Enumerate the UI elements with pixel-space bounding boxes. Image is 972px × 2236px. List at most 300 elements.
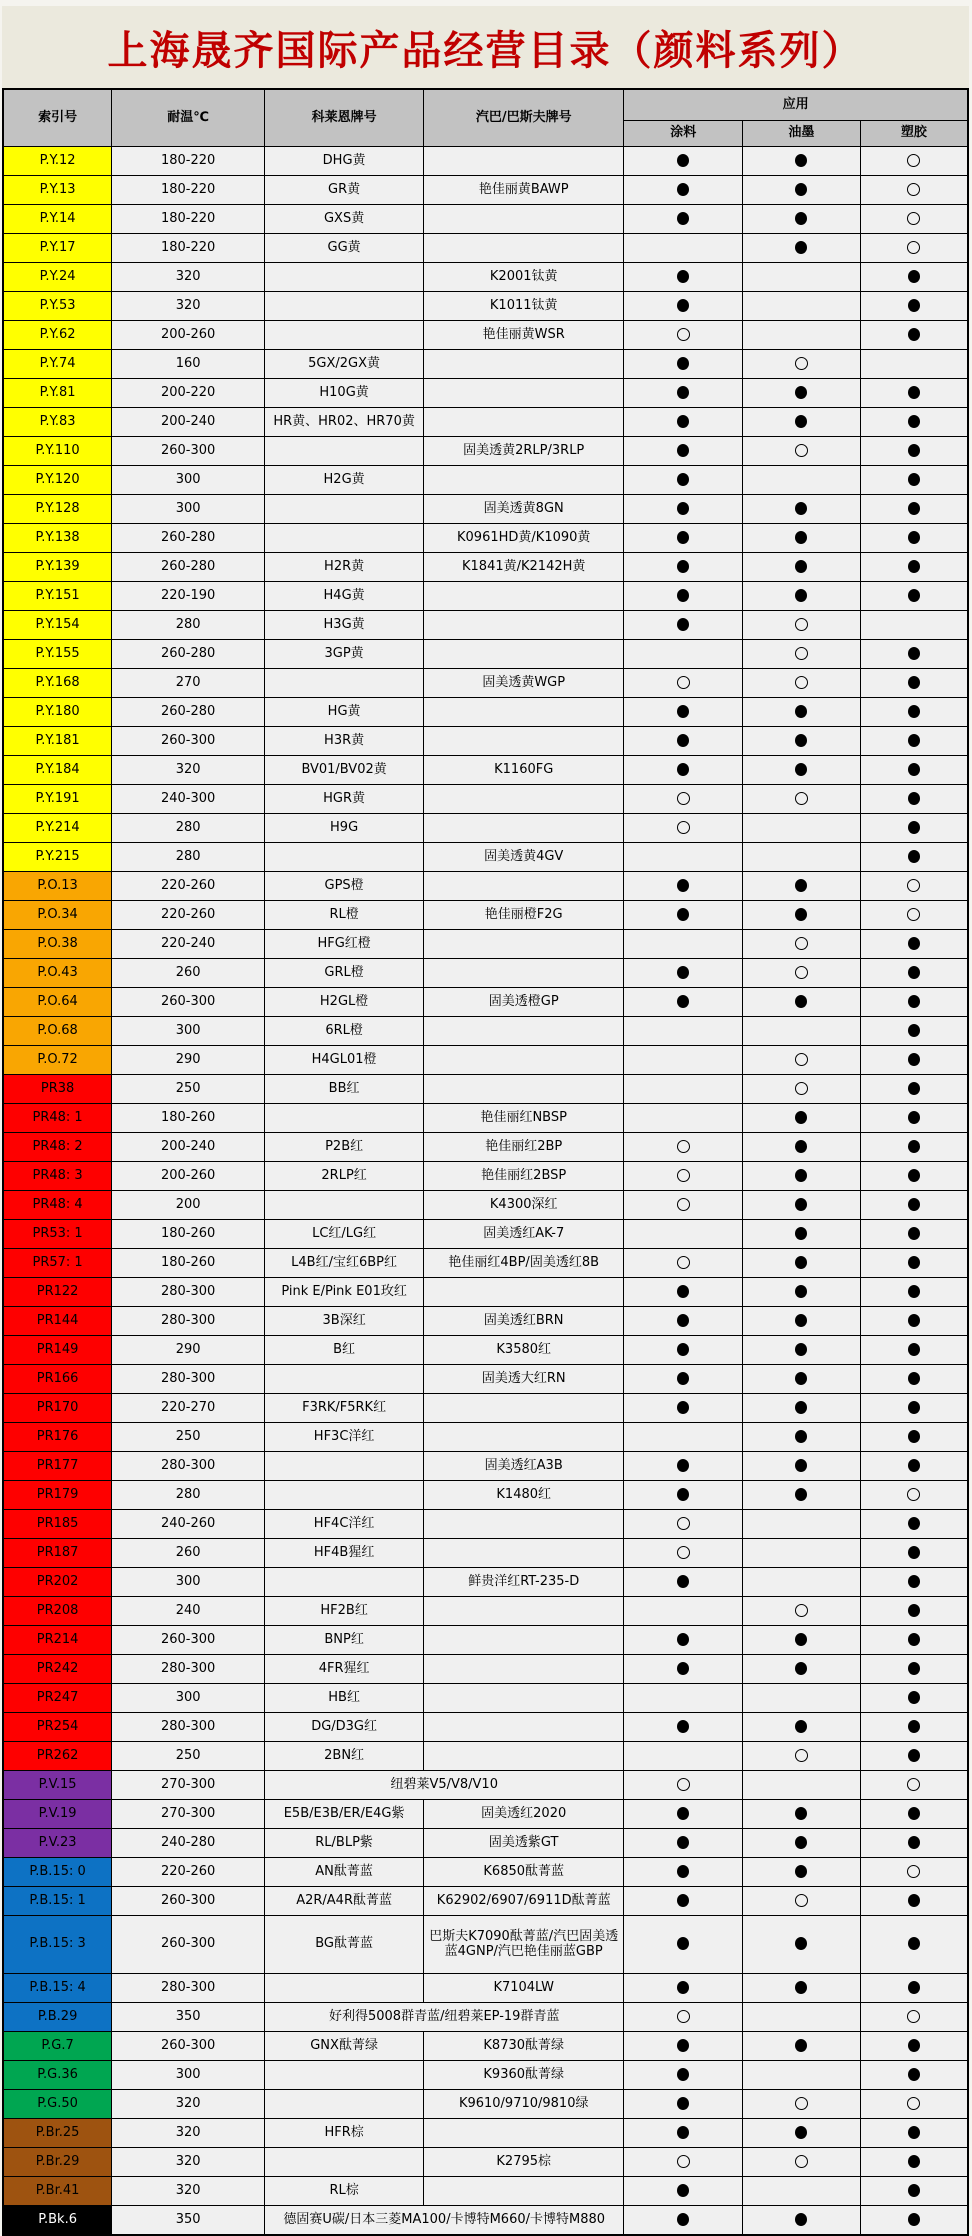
filled-dot-icon xyxy=(677,1981,689,1994)
ciba-cell xyxy=(424,408,624,437)
table-row xyxy=(3,147,968,176)
filled-dot-icon xyxy=(795,560,807,573)
table-row xyxy=(3,582,968,611)
filled-dot-icon xyxy=(908,995,920,1008)
temp-cell: 240-280 xyxy=(112,1829,265,1858)
temp-cell: 260-300 xyxy=(112,1626,265,1655)
filled-dot-icon xyxy=(795,212,807,225)
filled-dot-icon xyxy=(908,328,920,341)
filled-dot-icon xyxy=(677,705,689,718)
ciba-cell: K2001钛黄 xyxy=(424,263,624,292)
temp-cell: 280-300 xyxy=(112,1307,265,1336)
filled-dot-icon xyxy=(677,154,689,167)
filled-dot-icon xyxy=(677,995,689,1008)
app-dot-cell xyxy=(743,640,861,669)
app-dot-cell xyxy=(860,756,968,785)
hollow-dot-icon xyxy=(907,1778,920,1791)
ciba-cell xyxy=(424,1394,624,1423)
ciba-cell: 艳佳丽红2BSP xyxy=(424,1162,624,1191)
app-dot-cell xyxy=(743,1887,861,1916)
hollow-dot-icon xyxy=(677,1169,690,1182)
temp-cell: 300 xyxy=(112,1568,265,1597)
hollow-dot-icon xyxy=(795,1604,808,1617)
filled-dot-icon xyxy=(677,1720,689,1733)
filled-dot-icon xyxy=(795,1430,807,1443)
index-cell: P.Y.184 xyxy=(3,756,112,785)
app-dot-cell xyxy=(743,872,861,901)
table-header xyxy=(3,89,968,147)
filled-dot-icon xyxy=(908,1575,920,1588)
filled-dot-icon xyxy=(795,1314,807,1327)
clariant-cell: HR黄、HR02、HR70黄 xyxy=(265,408,424,437)
filled-dot-icon xyxy=(795,1285,807,1298)
clariant-cell: AN酞菁蓝 xyxy=(265,1858,424,1887)
app-dot-cell xyxy=(624,1133,743,1162)
ciba-cell xyxy=(424,466,624,495)
table-row xyxy=(3,1017,968,1046)
app-dot-cell xyxy=(860,1858,968,1887)
app-dot-cell xyxy=(743,1162,861,1191)
table-row xyxy=(3,1829,968,1858)
app-dot-cell xyxy=(743,292,861,321)
ciba-cell: K1480红 xyxy=(424,1481,624,1510)
app-dot-cell xyxy=(860,1684,968,1713)
filled-dot-icon xyxy=(908,415,920,428)
filled-dot-icon xyxy=(677,734,689,747)
app-dot-cell xyxy=(743,1626,861,1655)
temp-cell: 350 xyxy=(112,2003,265,2032)
filled-dot-icon xyxy=(795,1937,807,1950)
app-dot-cell xyxy=(743,1191,861,1220)
index-cell: P.O.64 xyxy=(3,988,112,1017)
temp-cell: 240-300 xyxy=(112,785,265,814)
clariant-cell: GG黄 xyxy=(265,234,424,263)
temp-cell: 260-300 xyxy=(112,1916,265,1974)
table-row xyxy=(3,1713,968,1742)
filled-dot-icon xyxy=(795,1111,807,1124)
ciba-cell: K1011钛黄 xyxy=(424,292,624,321)
index-cell: P.Y.14 xyxy=(3,205,112,234)
filled-dot-icon xyxy=(908,937,920,950)
app-dot-cell xyxy=(860,2206,968,2236)
app-dot-cell xyxy=(624,1249,743,1278)
filled-dot-icon xyxy=(795,908,807,921)
clariant-cell: GRL橙 xyxy=(265,959,424,988)
clariant-cell: RL橙 xyxy=(265,901,424,930)
app-dot-cell xyxy=(743,1017,861,1046)
ciba-cell: 固美透红AK-7 xyxy=(424,1220,624,1249)
clariant-cell: RL棕 xyxy=(265,2177,424,2206)
filled-dot-icon xyxy=(908,1691,920,1704)
app-dot-cell xyxy=(624,437,743,466)
temp-cell: 260-300 xyxy=(112,437,265,466)
clariant-cell: BB红 xyxy=(265,1075,424,1104)
filled-dot-icon xyxy=(908,1285,920,1298)
filled-dot-icon xyxy=(908,502,920,515)
index-cell: P.Y.214 xyxy=(3,814,112,843)
ciba-cell: 巴斯夫K7090酞菁蓝/汽巴固美透蓝4GNP/汽巴艳佳丽蓝GBP xyxy=(424,1916,624,1974)
hollow-dot-icon xyxy=(677,2155,690,2168)
table-row xyxy=(3,959,968,988)
app-dot-cell xyxy=(860,1771,968,1800)
temp-cell: 280 xyxy=(112,1481,265,1510)
hollow-dot-icon xyxy=(907,183,920,196)
temp-cell: 320 xyxy=(112,2148,265,2177)
app-dot-cell xyxy=(624,292,743,321)
index-cell: P.Y.120 xyxy=(3,466,112,495)
clariant-cell: HF4B猩红 xyxy=(265,1539,424,1568)
clariant-cell: GNX酞菁绿 xyxy=(265,2032,424,2061)
temp-cell: 180-260 xyxy=(112,1249,265,1278)
index-cell: PR185 xyxy=(3,1510,112,1539)
filled-dot-icon xyxy=(677,502,689,515)
merged-brand-cell: 德固赛U碳/日本三菱MA100/卡博特M660/卡博特M880 xyxy=(265,2206,624,2236)
filled-dot-icon xyxy=(908,1604,920,1617)
filled-dot-icon xyxy=(908,1749,920,1762)
ciba-cell: K1841黄/K2142H黄 xyxy=(424,553,624,582)
app-dot-cell xyxy=(624,988,743,1017)
app-dot-cell xyxy=(743,1974,861,2003)
table-row xyxy=(3,1162,968,1191)
clariant-cell: HG黄 xyxy=(265,698,424,727)
index-cell: P.Y.138 xyxy=(3,524,112,553)
app-dot-cell xyxy=(743,176,861,205)
app-dot-cell xyxy=(624,2206,743,2236)
filled-dot-icon xyxy=(795,154,807,167)
hollow-dot-icon xyxy=(907,2097,920,2110)
app-dot-cell xyxy=(743,901,861,930)
hollow-dot-icon xyxy=(795,1053,808,1066)
table-row xyxy=(3,814,968,843)
filled-dot-icon xyxy=(908,473,920,486)
clariant-cell: H2GL橙 xyxy=(265,988,424,1017)
header-coating: 涂料 xyxy=(624,121,743,147)
app-dot-cell xyxy=(624,1771,743,1800)
table-row xyxy=(3,1046,968,1075)
app-dot-cell xyxy=(860,1597,968,1626)
index-cell: P.Y.110 xyxy=(3,437,112,466)
filled-dot-icon xyxy=(908,444,920,457)
ciba-cell xyxy=(424,205,624,234)
app-dot-cell xyxy=(624,2032,743,2061)
app-dot-cell xyxy=(743,1046,861,1075)
index-cell: P.O.38 xyxy=(3,930,112,959)
temp-cell: 270-300 xyxy=(112,1771,265,1800)
index-cell: P.Y.74 xyxy=(3,350,112,379)
filled-dot-icon xyxy=(677,183,689,196)
filled-dot-icon xyxy=(908,1198,920,1211)
app-dot-cell xyxy=(860,2003,968,2032)
table-row xyxy=(3,640,968,669)
app-dot-cell xyxy=(743,1800,861,1829)
filled-dot-icon xyxy=(908,1430,920,1443)
filled-dot-icon xyxy=(795,1343,807,1356)
app-dot-cell xyxy=(624,1510,743,1539)
temp-cell: 160 xyxy=(112,350,265,379)
ciba-cell xyxy=(424,872,624,901)
app-dot-cell xyxy=(624,1800,743,1829)
app-dot-cell xyxy=(743,1307,861,1336)
app-dot-cell xyxy=(624,1191,743,1220)
table-row xyxy=(3,1278,968,1307)
app-dot-cell xyxy=(860,2061,968,2090)
index-cell: P.Y.168 xyxy=(3,669,112,698)
temp-cell: 320 xyxy=(112,2177,265,2206)
filled-dot-icon xyxy=(795,705,807,718)
ciba-cell xyxy=(424,350,624,379)
index-cell: PR177 xyxy=(3,1452,112,1481)
filled-dot-icon xyxy=(677,270,689,283)
app-dot-cell xyxy=(860,1887,968,1916)
filled-dot-icon xyxy=(677,415,689,428)
app-dot-cell xyxy=(624,2003,743,2032)
clariant-cell: 5GX/2GX黄 xyxy=(265,350,424,379)
filled-dot-icon xyxy=(795,1981,807,1994)
table-row xyxy=(3,234,968,263)
app-dot-cell xyxy=(860,1365,968,1394)
filled-dot-icon xyxy=(908,1314,920,1327)
filled-dot-icon xyxy=(795,241,807,254)
pigment-catalog-table xyxy=(2,88,969,2236)
clariant-cell: BNP红 xyxy=(265,1626,424,1655)
clariant-cell: DHG黄 xyxy=(265,147,424,176)
clariant-cell xyxy=(265,292,424,321)
clariant-cell xyxy=(265,1481,424,1510)
app-dot-cell xyxy=(624,2119,743,2148)
clariant-cell: B红 xyxy=(265,1336,424,1365)
table-row xyxy=(3,1365,968,1394)
table-row xyxy=(3,1394,968,1423)
app-dot-cell xyxy=(624,1075,743,1104)
app-dot-cell xyxy=(743,988,861,1017)
filled-dot-icon xyxy=(795,995,807,1008)
clariant-cell: 2BN红 xyxy=(265,1742,424,1771)
table-row xyxy=(3,1307,968,1336)
filled-dot-icon xyxy=(908,1546,920,1559)
filled-dot-icon xyxy=(677,1865,689,1878)
app-dot-cell xyxy=(624,524,743,553)
temp-cell: 240-260 xyxy=(112,1510,265,1539)
table-row xyxy=(3,1133,968,1162)
app-dot-cell xyxy=(743,1684,861,1713)
temp-cell: 180-260 xyxy=(112,1104,265,1133)
app-dot-cell xyxy=(624,205,743,234)
temp-cell: 220-260 xyxy=(112,872,265,901)
table-row xyxy=(3,379,968,408)
clariant-cell: H2R黄 xyxy=(265,553,424,582)
app-dot-cell xyxy=(624,843,743,872)
clariant-cell: 2RLP红 xyxy=(265,1162,424,1191)
ciba-cell: 艳佳丽黄WSR xyxy=(424,321,624,350)
table-row xyxy=(3,1423,968,1452)
app-dot-cell xyxy=(860,582,968,611)
index-cell: P.B.15: 1 xyxy=(3,1887,112,1916)
ciba-cell: 艳佳丽红4BP/固美透红8B xyxy=(424,1249,624,1278)
clariant-cell: H4G黄 xyxy=(265,582,424,611)
filled-dot-icon xyxy=(908,1256,920,1269)
clariant-cell xyxy=(265,2061,424,2090)
app-dot-cell xyxy=(743,1394,861,1423)
clariant-cell xyxy=(265,843,424,872)
app-dot-cell xyxy=(860,785,968,814)
filled-dot-icon xyxy=(908,1517,920,1530)
filled-dot-icon xyxy=(795,1720,807,1733)
ciba-cell: 固美透红BRN xyxy=(424,1307,624,1336)
ciba-cell: K1160FG xyxy=(424,756,624,785)
app-dot-cell xyxy=(860,1220,968,1249)
temp-cell: 300 xyxy=(112,1684,265,1713)
ciba-cell xyxy=(424,582,624,611)
ciba-cell xyxy=(424,1075,624,1104)
index-cell: P.Y.128 xyxy=(3,495,112,524)
app-dot-cell xyxy=(624,1684,743,1713)
ciba-cell: 艳佳丽红2BP xyxy=(424,1133,624,1162)
filled-dot-icon xyxy=(677,2097,689,2110)
hollow-dot-icon xyxy=(795,2097,808,2110)
app-dot-cell xyxy=(743,814,861,843)
temp-cell: 180-220 xyxy=(112,205,265,234)
filled-dot-icon xyxy=(908,1662,920,1675)
filled-dot-icon xyxy=(908,2184,920,2197)
app-dot-cell xyxy=(860,2119,968,2148)
index-cell: P.O.68 xyxy=(3,1017,112,1046)
app-dot-cell xyxy=(624,1626,743,1655)
temp-cell: 200 xyxy=(112,1191,265,1220)
index-cell: P.Y.155 xyxy=(3,640,112,669)
temp-cell: 320 xyxy=(112,2119,265,2148)
temp-cell: 180-260 xyxy=(112,1220,265,1249)
index-cell: P.Y.83 xyxy=(3,408,112,437)
hollow-dot-icon xyxy=(677,676,690,689)
app-dot-cell xyxy=(860,2148,968,2177)
filled-dot-icon xyxy=(677,1807,689,1820)
filled-dot-icon xyxy=(908,1082,920,1095)
ciba-cell: 固美透黄WGP xyxy=(424,669,624,698)
table-row xyxy=(3,2206,968,2236)
hollow-dot-icon xyxy=(677,1778,690,1791)
hollow-dot-icon xyxy=(795,1082,808,1095)
app-dot-cell xyxy=(860,640,968,669)
filled-dot-icon xyxy=(677,763,689,776)
app-dot-cell xyxy=(624,234,743,263)
table-row xyxy=(3,1655,968,1684)
app-dot-cell xyxy=(743,1220,861,1249)
temp-cell: 280 xyxy=(112,611,265,640)
ciba-cell xyxy=(424,930,624,959)
filled-dot-icon xyxy=(795,1227,807,1240)
table-body xyxy=(3,147,968,2236)
filled-dot-icon xyxy=(908,1937,920,1950)
index-cell: PR149 xyxy=(3,1336,112,1365)
app-dot-cell xyxy=(860,147,968,176)
filled-dot-icon xyxy=(908,821,920,834)
filled-dot-icon xyxy=(908,1401,920,1414)
app-dot-cell xyxy=(860,611,968,640)
temp-cell: 280-300 xyxy=(112,1452,265,1481)
app-dot-cell xyxy=(624,495,743,524)
app-dot-cell xyxy=(743,263,861,292)
hollow-dot-icon xyxy=(677,1140,690,1153)
app-dot-cell xyxy=(860,1075,968,1104)
clariant-cell: DG/D3G红 xyxy=(265,1713,424,1742)
table-row xyxy=(3,727,968,756)
ciba-cell: 艳佳丽红NBSP xyxy=(424,1104,624,1133)
filled-dot-icon xyxy=(908,1372,920,1385)
ciba-cell xyxy=(424,1539,624,1568)
clariant-cell xyxy=(265,263,424,292)
temp-cell: 260-280 xyxy=(112,524,265,553)
app-dot-cell xyxy=(860,1046,968,1075)
filled-dot-icon xyxy=(908,1169,920,1182)
ciba-cell: K62902/6907/6911D酞菁蓝 xyxy=(424,1887,624,1916)
hollow-dot-icon xyxy=(677,1517,690,1530)
app-dot-cell xyxy=(743,234,861,263)
index-cell: P.O.34 xyxy=(3,901,112,930)
ciba-cell xyxy=(424,1423,624,1452)
ciba-cell xyxy=(424,1655,624,1684)
app-dot-cell xyxy=(743,2119,861,2148)
table-row xyxy=(3,611,968,640)
app-dot-cell xyxy=(624,263,743,292)
app-dot-cell xyxy=(743,785,861,814)
app-dot-cell xyxy=(860,1162,968,1191)
filled-dot-icon xyxy=(908,2155,920,2168)
app-dot-cell xyxy=(743,727,861,756)
app-dot-cell xyxy=(743,205,861,234)
filled-dot-icon xyxy=(677,386,689,399)
table-row xyxy=(3,1771,968,1800)
ciba-cell xyxy=(424,640,624,669)
app-dot-cell xyxy=(743,1539,861,1568)
filled-dot-icon xyxy=(908,1459,920,1472)
table-row xyxy=(3,2090,968,2119)
filled-dot-icon xyxy=(795,2039,807,2052)
filled-dot-icon xyxy=(677,618,689,631)
table-row xyxy=(3,321,968,350)
app-dot-cell xyxy=(860,1916,968,1974)
app-dot-cell xyxy=(624,1162,743,1191)
app-dot-cell xyxy=(860,1655,968,1684)
clariant-cell: BV01/BV02黄 xyxy=(265,756,424,785)
index-cell: P.Y.81 xyxy=(3,379,112,408)
index-cell: P.O.13 xyxy=(3,872,112,901)
index-cell: P.Y.13 xyxy=(3,176,112,205)
filled-dot-icon xyxy=(908,850,920,863)
ciba-cell xyxy=(424,1510,624,1539)
filled-dot-icon xyxy=(677,1372,689,1385)
app-dot-cell xyxy=(860,901,968,930)
index-cell: P.V.15 xyxy=(3,1771,112,1800)
app-dot-cell xyxy=(743,495,861,524)
clariant-cell: GXS黄 xyxy=(265,205,424,234)
index-cell: P.B.15: 0 xyxy=(3,1858,112,1887)
app-dot-cell xyxy=(860,1800,968,1829)
hollow-dot-icon xyxy=(907,2010,920,2023)
filled-dot-icon xyxy=(908,705,920,718)
app-dot-cell xyxy=(743,1829,861,1858)
clariant-cell xyxy=(265,1974,424,2003)
index-cell: P.G.7 xyxy=(3,2032,112,2061)
hollow-dot-icon xyxy=(677,1256,690,1269)
clariant-cell: HGR黄 xyxy=(265,785,424,814)
filled-dot-icon xyxy=(677,908,689,921)
ciba-cell: 固美透橙GP xyxy=(424,988,624,1017)
header-plastic: 塑胶 xyxy=(860,121,968,147)
filled-dot-icon xyxy=(795,531,807,544)
filled-dot-icon xyxy=(908,1111,920,1124)
hollow-dot-icon xyxy=(677,821,690,834)
clariant-cell: Pink E/Pink E01玫红 xyxy=(265,1278,424,1307)
